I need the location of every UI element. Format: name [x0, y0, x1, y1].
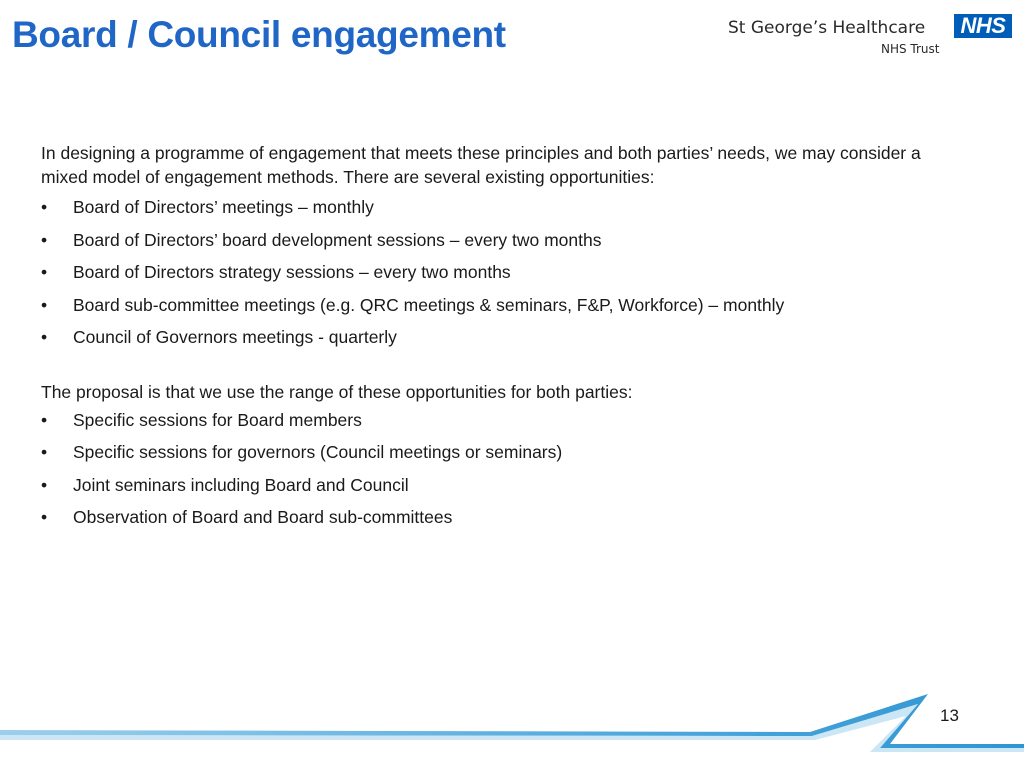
list-item	[41, 501, 941, 534]
proposal-text: Specific sessions for governors (Council meetings or seminars)	[73, 442, 563, 462]
proposal-text: Observation of Board and Board sub-committees	[73, 507, 453, 527]
intro-paragraph: In designing a programme of engagement that meets these principles and both parties’ needs, we may consider a mixed model of engagement methods. There are several existing opportunities:	[41, 143, 921, 187]
bullet-icon: •	[41, 229, 48, 250]
opportunity-text: Board of Directors’ board development sessions – every two months	[73, 229, 602, 250]
bullet-icon: •	[41, 507, 48, 527]
opportunity-text: Board of Directors strategy sessions – every two months	[73, 262, 511, 282]
proposals-list	[41, 404, 941, 534]
list-item	[41, 224, 941, 257]
list-item	[41, 436, 941, 469]
opportunity-text: Council of Governors meetings - quarterly	[73, 327, 397, 347]
proposal-text: Specific sessions for Board members	[73, 409, 362, 430]
list-item	[41, 404, 941, 437]
bullet-icon: •	[41, 294, 48, 315]
bullet-icon: •	[41, 409, 48, 430]
list-item	[41, 469, 941, 502]
bullet-icon: •	[41, 474, 48, 495]
bullet-icon: •	[41, 327, 48, 347]
list-item	[41, 289, 941, 322]
list-item	[41, 321, 941, 354]
section-spacer	[41, 354, 941, 376]
opportunities-list	[41, 191, 941, 354]
slide-title: Board / Council engagement	[12, 14, 506, 55]
opportunity-text: Board of Directors’ meetings – monthly	[73, 197, 374, 217]
proposal-text: Joint seminars including Board and Council	[73, 474, 409, 495]
bullet-icon: •	[41, 262, 48, 282]
bullet-icon: •	[41, 442, 48, 462]
nhs-badge: NHS	[954, 14, 1012, 38]
st-georges-logo	[728, 12, 1013, 60]
slide-body	[41, 141, 941, 534]
footer-swoosh-graphic	[0, 680, 1024, 768]
logo-trust-label: NHS Trust	[881, 42, 940, 56]
list-item	[41, 256, 941, 289]
opportunity-text: Board sub-committee meetings (e.g. QRC meetings & seminars, F&P, Workforce) – monthly	[73, 294, 785, 315]
bullet-icon: •	[41, 197, 48, 217]
list-item	[41, 191, 941, 224]
page-number: 13	[940, 706, 959, 725]
proposal-paragraph: The proposal is that we use the range of these opportunities for both parties:	[41, 381, 633, 402]
logo-organisation-name: St George’s Healthcare	[728, 18, 926, 38]
